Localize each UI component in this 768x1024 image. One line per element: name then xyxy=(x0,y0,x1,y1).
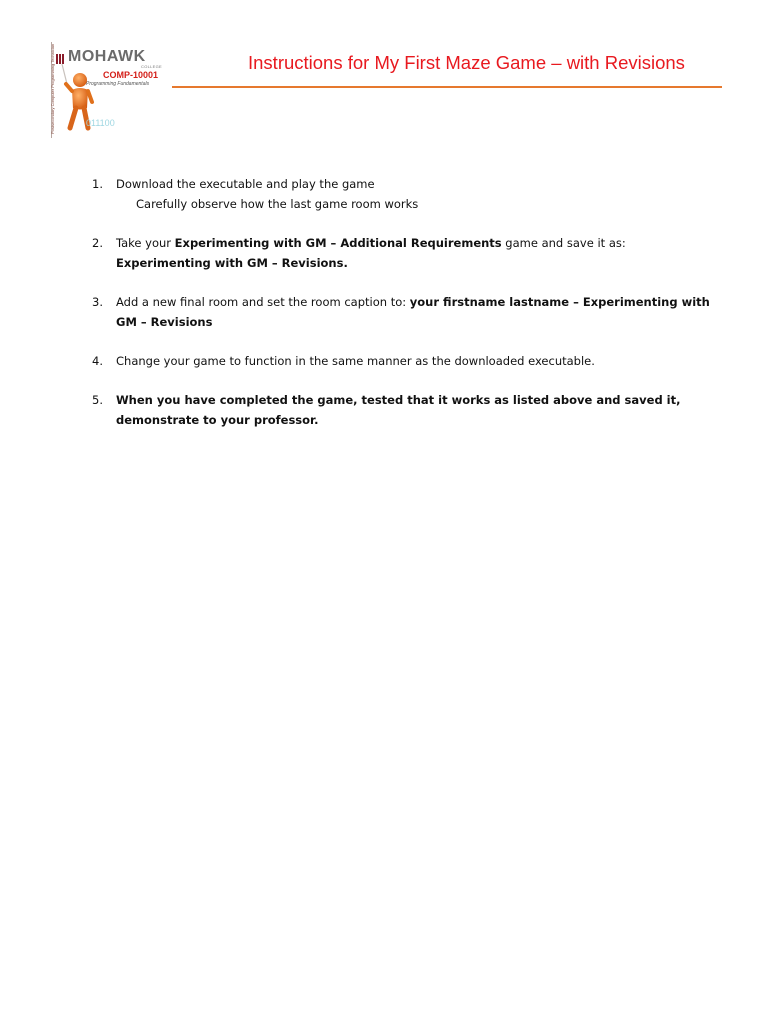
step-number: 3. xyxy=(92,295,103,309)
step-subtext: Carefully observe how the last game room works xyxy=(136,197,419,211)
step-text: Change your game to function in the same manner as the downloaded executable. xyxy=(116,354,595,368)
list-item xyxy=(92,292,716,332)
step-number: 2. xyxy=(92,236,103,250)
logo-course-subtitle: Programming Fundamentals xyxy=(86,81,150,87)
list-item xyxy=(92,174,716,214)
step-text: Add a new final room and set the room caption to: xyxy=(116,295,410,309)
step-bold-text: Experimenting with GM – Additional Requirements xyxy=(174,236,502,250)
step-number: 1. xyxy=(92,177,103,191)
step-bold-text: your firstname lastname – Experimenting with GM – Revisions xyxy=(116,295,710,329)
page-title: Instructions for My First Maze Game – with Revisions xyxy=(248,52,685,73)
list-item xyxy=(92,351,716,371)
logo-college: COLLEGE xyxy=(141,64,162,69)
step-text: game and save it as: xyxy=(501,236,626,250)
step-bold-text: Experimenting with GM – Revisions. xyxy=(116,256,348,270)
list-item xyxy=(92,390,716,430)
title-underline xyxy=(172,86,722,88)
step-text: Download the executable and play the game xyxy=(116,177,375,191)
list-item xyxy=(92,233,716,273)
step-text: Take your xyxy=(116,236,175,250)
step-number: 5. xyxy=(92,393,103,407)
logo-binary-text: 011100 xyxy=(86,118,115,128)
instructions-list xyxy=(92,174,716,449)
logo-side-text: Postsecondary Computer Programming Technician xyxy=(50,43,55,134)
step-number: 4. xyxy=(92,354,103,368)
logo-brand: MOHAWK xyxy=(68,48,146,65)
logo-course-code: COMP-10001 xyxy=(103,70,159,80)
step-bold-text: When you have completed the game, tested that it works as listed above and saved it, demonstrate to your professor. xyxy=(116,393,681,427)
mohawk-logo xyxy=(46,42,172,142)
